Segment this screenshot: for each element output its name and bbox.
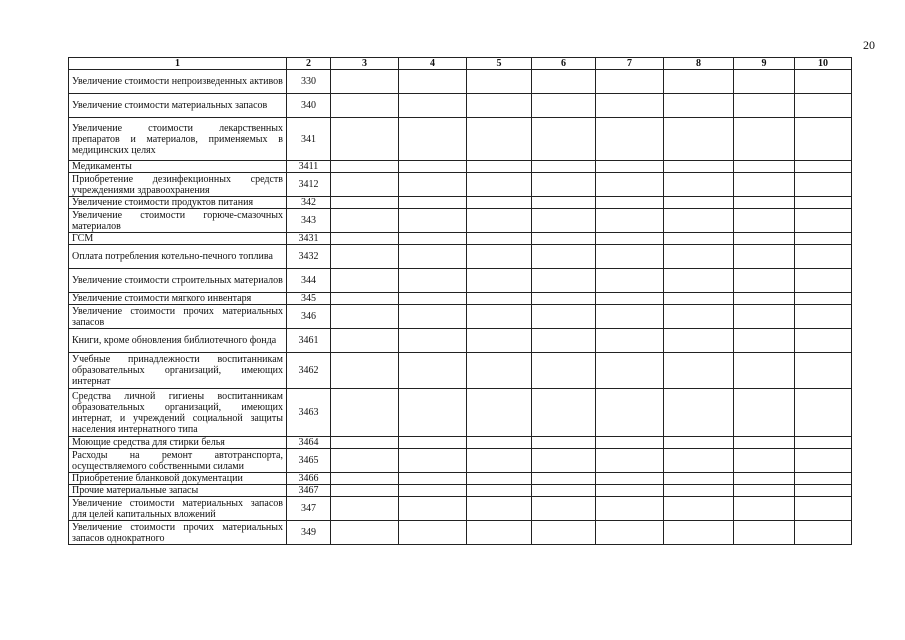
row-code: 3431 [287,233,331,245]
empty-cell-col-5 [467,269,532,293]
empty-cell-col-3 [331,305,399,329]
empty-cell-col-6 [532,173,596,197]
row-code: 3412 [287,173,331,197]
empty-cell-col-5 [467,449,532,473]
empty-cell-col-5 [467,209,532,233]
empty-cell-col-9 [734,497,795,521]
empty-cell-col-6 [532,269,596,293]
empty-cell-col-5 [467,389,532,437]
row-description: Книги, кроме обновления библиотечного фонда [69,329,287,353]
empty-cell-col-4 [399,305,467,329]
empty-cell-col-7 [596,485,664,497]
empty-cell-col-9 [734,473,795,485]
empty-cell-col-3 [331,161,399,173]
row-description: Медикаменты [69,161,287,173]
empty-cell-col-7 [596,497,664,521]
empty-cell-col-3 [331,353,399,389]
column-header-7: 7 [596,58,664,70]
empty-cell-col-5 [467,293,532,305]
row-description: Приобретение дезинфекционных средств учреждениями здравоохранения [69,173,287,197]
empty-cell-col-4 [399,197,467,209]
empty-cell-col-6 [532,70,596,94]
empty-cell-col-8 [664,94,734,118]
row-description: Увеличение стоимости материальных запасов для целей капитальных вложений [69,497,287,521]
empty-cell-col-8 [664,161,734,173]
empty-cell-col-3 [331,245,399,269]
table-row [69,437,852,449]
empty-cell-col-8 [664,521,734,545]
empty-cell-col-7 [596,449,664,473]
table-row [69,209,852,233]
empty-cell-col-7 [596,521,664,545]
empty-cell-col-10 [795,485,852,497]
empty-cell-col-8 [664,293,734,305]
row-code: 345 [287,293,331,305]
table-row [69,449,852,473]
empty-cell-col-10 [795,173,852,197]
table-row [69,233,852,245]
empty-cell-col-7 [596,473,664,485]
row-code: 3463 [287,389,331,437]
table-row [69,197,852,209]
empty-cell-col-7 [596,70,664,94]
table-row [69,389,852,437]
empty-cell-col-9 [734,329,795,353]
empty-cell-col-9 [734,209,795,233]
empty-cell-col-5 [467,485,532,497]
empty-cell-col-4 [399,353,467,389]
empty-cell-col-10 [795,94,852,118]
table-row [69,485,852,497]
empty-cell-col-4 [399,70,467,94]
empty-cell-col-7 [596,118,664,161]
row-code: 347 [287,497,331,521]
empty-cell-col-6 [532,485,596,497]
empty-cell-col-9 [734,449,795,473]
row-code: 343 [287,209,331,233]
row-code: 330 [287,70,331,94]
empty-cell-col-8 [664,197,734,209]
table-row [69,353,852,389]
row-description: Увеличение стоимости продуктов питания [69,197,287,209]
empty-cell-col-8 [664,173,734,197]
table-row [69,473,852,485]
empty-cell-col-3 [331,233,399,245]
table-row [69,70,852,94]
empty-cell-col-3 [331,269,399,293]
row-code: 3432 [287,245,331,269]
table-row [69,94,852,118]
column-header-9: 9 [734,58,795,70]
page-number: 20 [863,38,875,52]
empty-cell-col-4 [399,329,467,353]
empty-cell-col-9 [734,94,795,118]
empty-cell-col-10 [795,473,852,485]
row-description: Увеличение стоимости прочих материальных запасов однократного [69,521,287,545]
empty-cell-col-9 [734,173,795,197]
empty-cell-col-3 [331,173,399,197]
empty-cell-col-6 [532,521,596,545]
empty-cell-col-6 [532,497,596,521]
empty-cell-col-4 [399,485,467,497]
row-description: Увеличение стоимости материальных запасов [69,94,287,118]
table-row [69,293,852,305]
empty-cell-col-8 [664,70,734,94]
empty-cell-col-7 [596,329,664,353]
empty-cell-col-9 [734,269,795,293]
empty-cell-col-6 [532,245,596,269]
empty-cell-col-7 [596,269,664,293]
empty-cell-col-4 [399,437,467,449]
row-description: Прочие материальные запасы [69,485,287,497]
empty-cell-col-10 [795,209,852,233]
empty-cell-col-8 [664,389,734,437]
row-description: Увеличение стоимости непроизведенных активов [69,70,287,94]
row-code: 3411 [287,161,331,173]
empty-cell-col-4 [399,521,467,545]
table-row [69,305,852,329]
empty-cell-col-8 [664,353,734,389]
empty-cell-col-7 [596,245,664,269]
empty-cell-col-3 [331,437,399,449]
row-description: Оплата потребления котельно-печного топлива [69,245,287,269]
column-header-1: 1 [69,58,287,70]
empty-cell-col-4 [399,209,467,233]
empty-cell-col-4 [399,245,467,269]
row-code: 340 [287,94,331,118]
empty-cell-col-5 [467,245,532,269]
row-code: 3467 [287,485,331,497]
table-row [69,521,852,545]
table-row [69,118,852,161]
row-description: Увеличение стоимости лекарственных препаратов и материалов, применяемых в медицинских целях [69,118,287,161]
row-code: 3462 [287,353,331,389]
row-description: Увеличение стоимости строительных материалов [69,269,287,293]
empty-cell-col-6 [532,437,596,449]
row-code: 3461 [287,329,331,353]
empty-cell-col-8 [664,269,734,293]
empty-cell-col-6 [532,233,596,245]
column-header-2: 2 [287,58,331,70]
table-row [69,329,852,353]
empty-cell-col-10 [795,389,852,437]
column-header-10: 10 [795,58,852,70]
empty-cell-col-4 [399,173,467,197]
column-header-8: 8 [664,58,734,70]
empty-cell-col-6 [532,473,596,485]
empty-cell-col-10 [795,161,852,173]
empty-cell-col-8 [664,233,734,245]
empty-cell-col-10 [795,118,852,161]
table-row [69,269,852,293]
budget-table [68,57,852,545]
table-row [69,173,852,197]
empty-cell-col-10 [795,293,852,305]
empty-cell-col-10 [795,269,852,293]
empty-cell-col-7 [596,233,664,245]
empty-cell-col-10 [795,70,852,94]
empty-cell-col-9 [734,161,795,173]
row-description: Учебные принадлежности воспитанникам образовательных организаций, имеющих интернат [69,353,287,389]
empty-cell-col-6 [532,94,596,118]
empty-cell-col-10 [795,245,852,269]
empty-cell-col-5 [467,161,532,173]
table-row [69,245,852,269]
empty-cell-col-3 [331,293,399,305]
empty-cell-col-8 [664,437,734,449]
row-code: 344 [287,269,331,293]
empty-cell-col-7 [596,353,664,389]
empty-cell-col-3 [331,497,399,521]
empty-cell-col-9 [734,389,795,437]
empty-cell-col-3 [331,118,399,161]
empty-cell-col-6 [532,353,596,389]
empty-cell-col-9 [734,521,795,545]
empty-cell-col-6 [532,197,596,209]
empty-cell-col-10 [795,305,852,329]
row-description: Увеличение стоимости прочих материальных запасов [69,305,287,329]
empty-cell-col-10 [795,329,852,353]
column-header-6: 6 [532,58,596,70]
empty-cell-col-5 [467,521,532,545]
empty-cell-col-5 [467,473,532,485]
column-header-4: 4 [399,58,467,70]
empty-cell-col-4 [399,389,467,437]
empty-cell-col-3 [331,485,399,497]
column-header-5: 5 [467,58,532,70]
empty-cell-col-8 [664,245,734,269]
row-code: 346 [287,305,331,329]
empty-cell-col-9 [734,197,795,209]
empty-cell-col-3 [331,389,399,437]
empty-cell-col-5 [467,497,532,521]
empty-cell-col-8 [664,305,734,329]
empty-cell-col-3 [331,70,399,94]
row-code: 3466 [287,473,331,485]
empty-cell-col-4 [399,473,467,485]
empty-cell-col-4 [399,497,467,521]
empty-cell-col-8 [664,329,734,353]
empty-cell-col-9 [734,293,795,305]
row-code: 3465 [287,449,331,473]
empty-cell-col-6 [532,209,596,233]
row-code: 3464 [287,437,331,449]
empty-cell-col-7 [596,389,664,437]
table-row [69,497,852,521]
table-row [69,161,852,173]
empty-cell-col-10 [795,197,852,209]
empty-cell-col-7 [596,173,664,197]
empty-cell-col-6 [532,389,596,437]
row-code: 349 [287,521,331,545]
empty-cell-col-10 [795,521,852,545]
empty-cell-col-3 [331,449,399,473]
header-row [69,58,852,70]
empty-cell-col-7 [596,161,664,173]
empty-cell-col-3 [331,473,399,485]
empty-cell-col-4 [399,94,467,118]
empty-cell-col-9 [734,245,795,269]
empty-cell-col-10 [795,437,852,449]
empty-cell-col-9 [734,70,795,94]
row-description: Увеличение стоимости горюче-смазочных материалов [69,209,287,233]
empty-cell-col-5 [467,70,532,94]
empty-cell-col-8 [664,473,734,485]
empty-cell-col-10 [795,233,852,245]
empty-cell-col-7 [596,197,664,209]
row-description: Моющие средства для стирки белья [69,437,287,449]
empty-cell-col-5 [467,173,532,197]
empty-cell-col-10 [795,497,852,521]
empty-cell-col-9 [734,233,795,245]
table-body [69,70,852,545]
empty-cell-col-3 [331,94,399,118]
empty-cell-col-9 [734,118,795,161]
empty-cell-col-4 [399,233,467,245]
empty-cell-col-7 [596,209,664,233]
empty-cell-col-8 [664,209,734,233]
empty-cell-col-4 [399,161,467,173]
empty-cell-col-4 [399,118,467,161]
empty-cell-col-6 [532,449,596,473]
empty-cell-col-4 [399,449,467,473]
row-description: Средства личной гигиены воспитанникам образовательных организаций, имеющих интернат, и учреждений социальной защиты населения интернатного типа [69,389,287,437]
empty-cell-col-7 [596,437,664,449]
empty-cell-col-6 [532,161,596,173]
row-description: ГСМ [69,233,287,245]
empty-cell-col-10 [795,353,852,389]
empty-cell-col-5 [467,118,532,161]
column-header-3: 3 [331,58,399,70]
row-description: Приобретение бланковой документации [69,473,287,485]
empty-cell-col-7 [596,94,664,118]
row-code: 341 [287,118,331,161]
empty-cell-col-8 [664,485,734,497]
empty-cell-col-5 [467,305,532,329]
empty-cell-col-5 [467,437,532,449]
empty-cell-col-3 [331,197,399,209]
empty-cell-col-8 [664,118,734,161]
empty-cell-col-7 [596,305,664,329]
empty-cell-col-7 [596,293,664,305]
empty-cell-col-3 [331,329,399,353]
empty-cell-col-4 [399,269,467,293]
empty-cell-col-5 [467,197,532,209]
empty-cell-col-10 [795,449,852,473]
row-description: Расходы на ремонт автотранспорта, осуществляемого собственными силами [69,449,287,473]
row-description: Увеличение стоимости мягкого инвентаря [69,293,287,305]
empty-cell-col-5 [467,94,532,118]
empty-cell-col-9 [734,437,795,449]
empty-cell-col-9 [734,485,795,497]
empty-cell-col-6 [532,329,596,353]
empty-cell-col-5 [467,353,532,389]
empty-cell-col-9 [734,305,795,329]
empty-cell-col-5 [467,329,532,353]
empty-cell-col-6 [532,118,596,161]
empty-cell-col-6 [532,293,596,305]
row-code: 342 [287,197,331,209]
empty-cell-col-3 [331,521,399,545]
empty-cell-col-6 [532,305,596,329]
empty-cell-col-5 [467,233,532,245]
empty-cell-col-9 [734,353,795,389]
empty-cell-col-8 [664,497,734,521]
empty-cell-col-8 [664,449,734,473]
empty-cell-col-3 [331,209,399,233]
empty-cell-col-4 [399,293,467,305]
